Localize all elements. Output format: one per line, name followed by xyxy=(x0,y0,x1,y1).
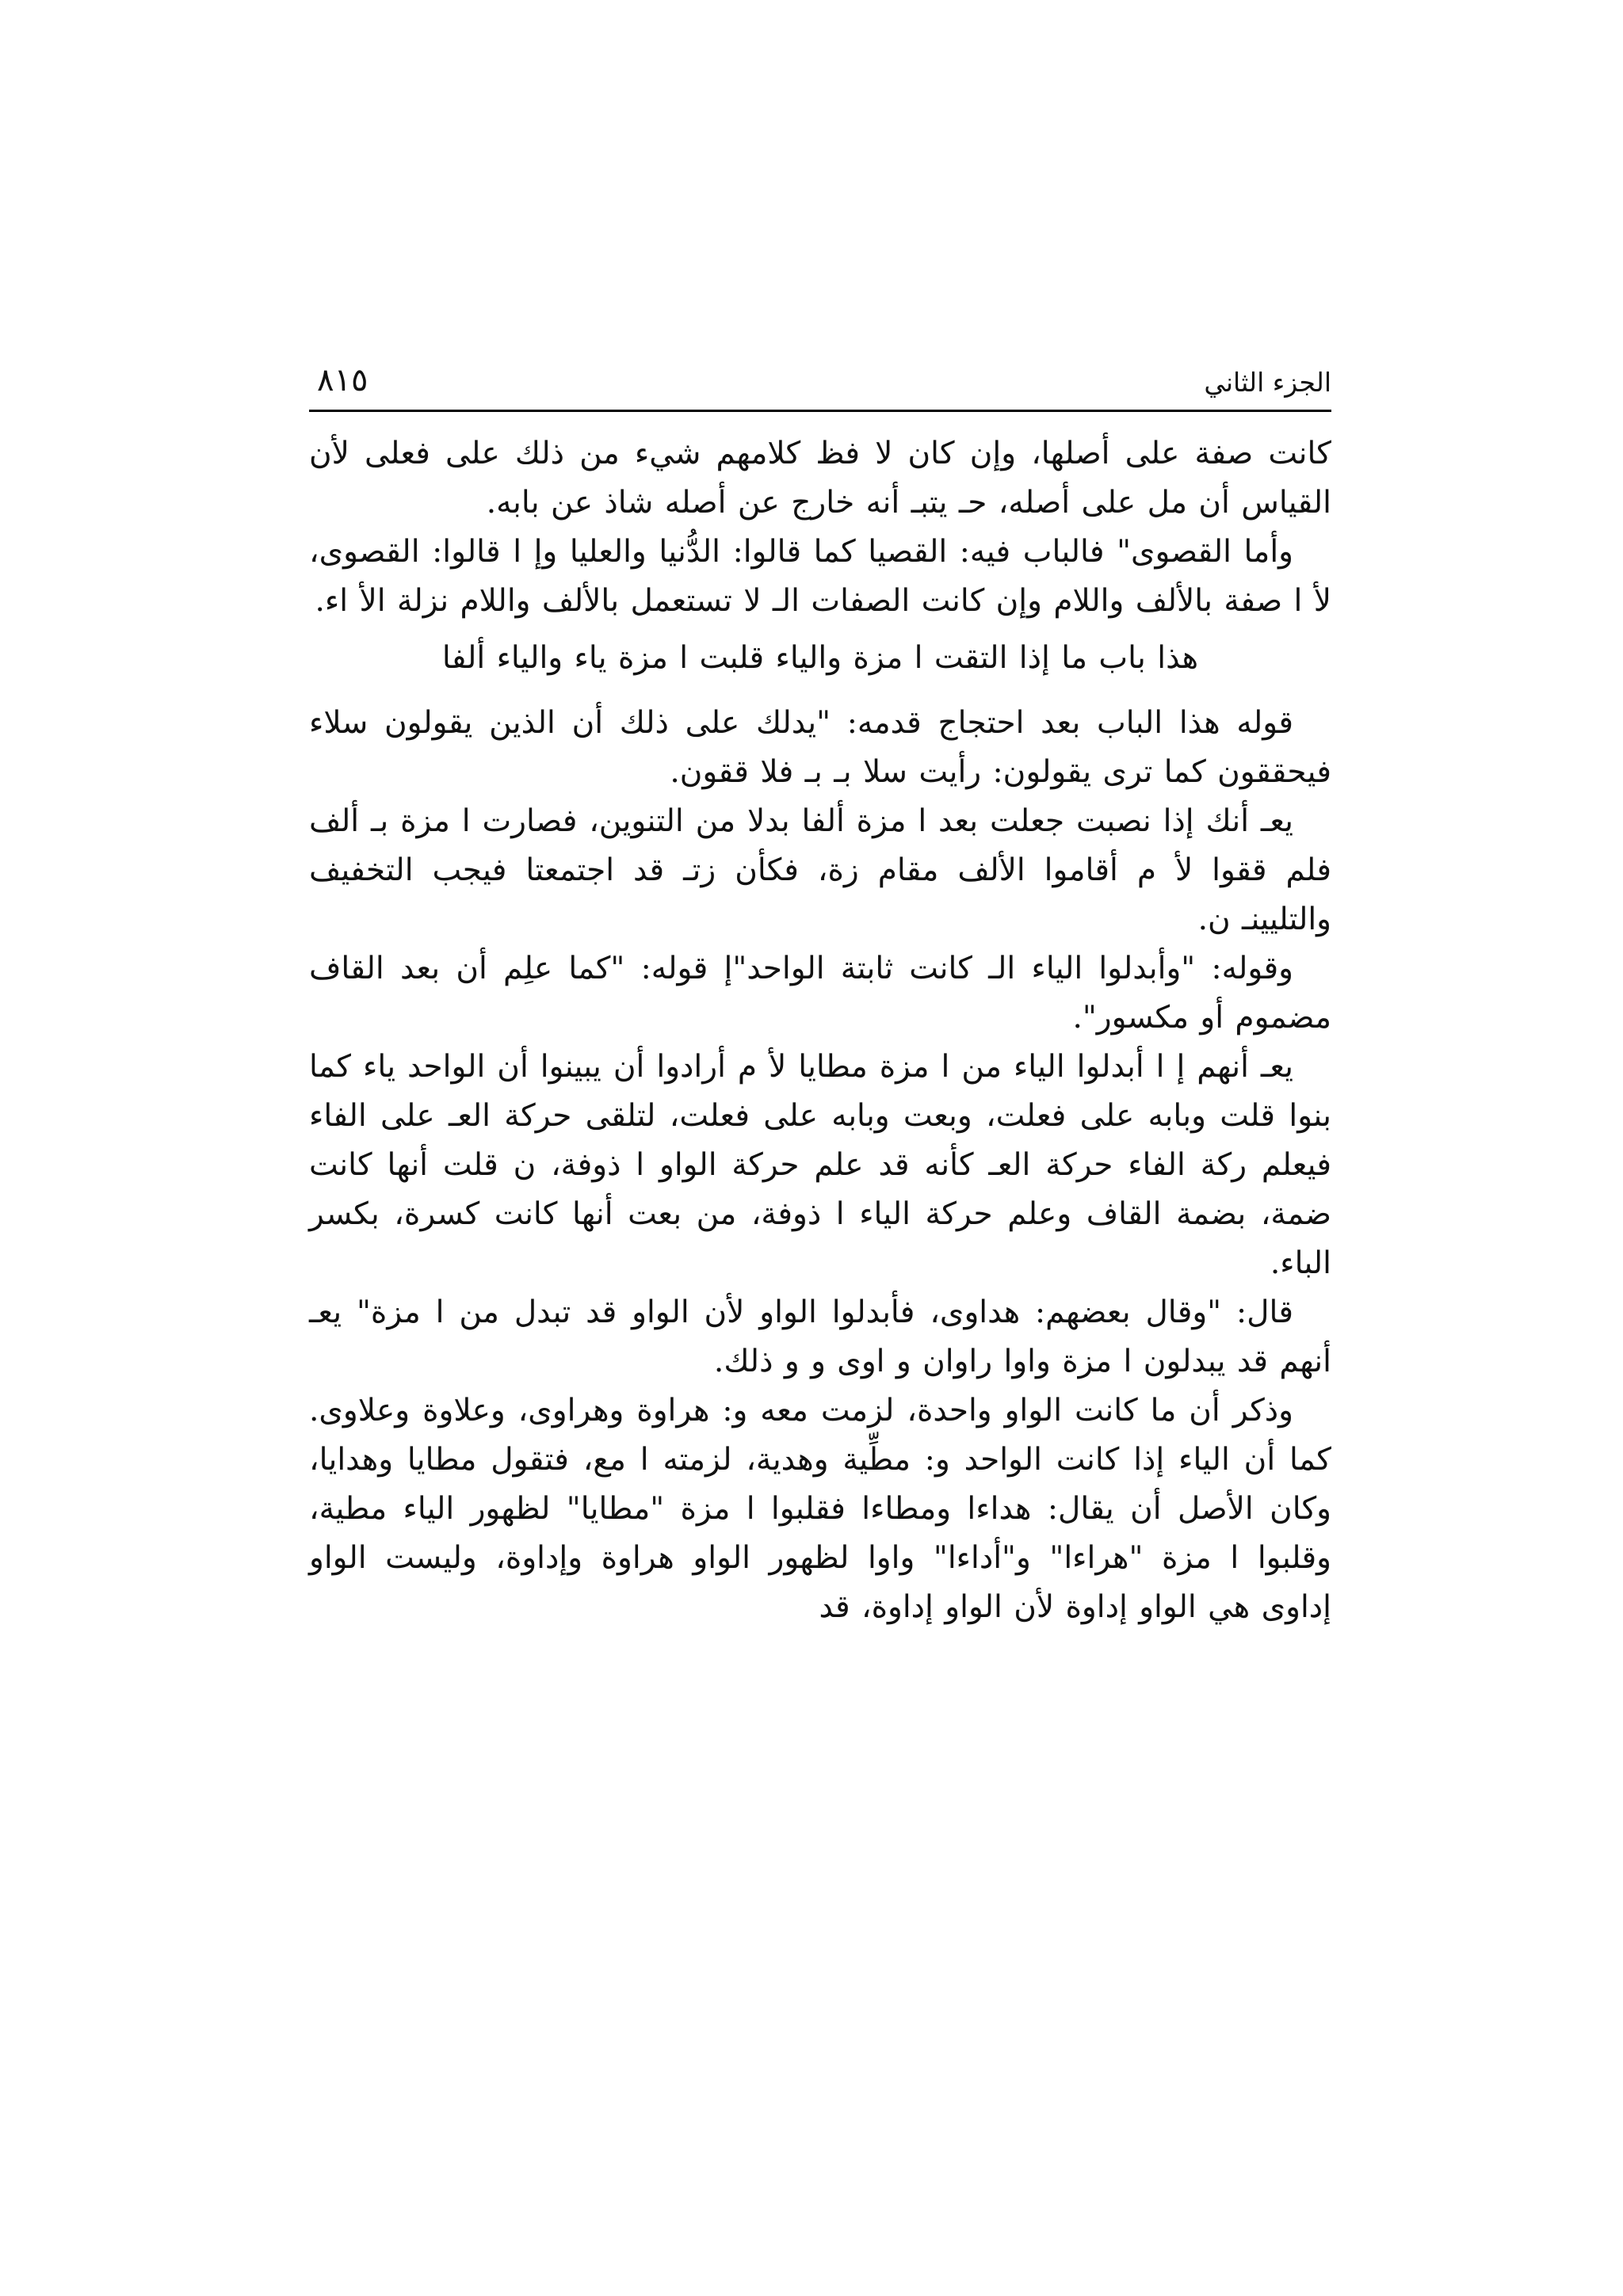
body-text xyxy=(309,429,1331,1632)
paragraph: وأما القصوى" فالباب فيه: القصيا كما قالوا: الدُّنيا والعليا وإ ا قالوا: القصوى، لأ ا صفة بالألف واللام وإن كانت الصفات الـ لا تستعمل بالألف واللام نزلة الأ اء. xyxy=(309,534,1331,619)
section-heading: هذا باب ما إذا التقت ا مزة والياء قلبت ا مزة ياء والياء ألفا xyxy=(441,640,1199,676)
paragraph: وذكر أن ما كانت الواو واحدة، لزمت معه و: هراوة وهراوى، وعلاوة وعلاوى. كما أن الياء إذا كانت الواحد و: مطِّية وهدية، لزمته ا مع، فتقول مطايا وهدايا، وكان الأصل أن يقال: هداءا ومطاءا فقلبوا ا مزة "مطايا" لظهور الياء مطية، وقلبوا ا مزة "هراءا" و"أداءا" واوا لظهور الواو هراوة وإداوة، وليست الواو إداوى هي الواو إداوة لأن الواو إداوة، قد xyxy=(309,1393,1331,1625)
paragraph: وقوله: "وأبدلوا الياء الـ كانت ثابتة الواحد"إ قوله: "كما علِم أن بعد القاف مضموم أو مكسور". xyxy=(309,951,1331,1035)
page-number: ٨١٥ xyxy=(317,362,369,399)
paragraph: قال: "وقال بعضهم: هداوى، فأبدلوا الواو لأن الواو قد تبدل من ا مزة" يعـ أنهم قد يبدلون ا مزة واوا راوان و اوى و و ذلك. xyxy=(309,1295,1331,1379)
paragraph: قوله هذا الباب بعد احتجاج قدمه: "يدلك على ذلك أن الذين يقولون سلاء فيحققون كما ترى يقولون: رأيت سلا بـ بـ فلا ققون. xyxy=(309,705,1331,790)
paragraph: يعـ أنك إذا نصبت جعلت بعد ا مزة ألفا بدلا من التنوين، فصارت ا مزة بـ ألف فلم ققوا لأ م أقاموا الألف مقام زة، فكأن زتـ قد اجتمعتا فيجب التخفيف والتليينـ ن. xyxy=(309,803,1331,937)
paragraph: كانت صفة على أصلها، وإن كان لا فظ كلامهم شيء من ذلك على فعلى لأن القياس أن مل على أصله، حـ يتبـ أنه خارج عن أصله شاذ عن بابه. xyxy=(309,436,1331,521)
document-page xyxy=(309,360,1331,1632)
running-title: الجزء الثاني xyxy=(1204,367,1331,398)
paragraph: يعـ أنهم إ ا أبدلوا الياء من ا مزة مطايا لأ م أرادوا أن يبينوا أن الواحد ياء كما بنوا قلت وبابه على فعلت، وبعت وبابه على فعلت، لتلقى حركة العـ على الفاء فيعلم ركة الفاء حركة العـ كأنه قد علم حركة الواو ا ذوفة، ن قلت أنها كانت ضمة، بضمة القاف وعلم حركة الياء ا ذوفة، من بعت أنها كانت كسرة، بكسر الباء. xyxy=(309,1049,1331,1281)
page-header xyxy=(309,360,1331,412)
